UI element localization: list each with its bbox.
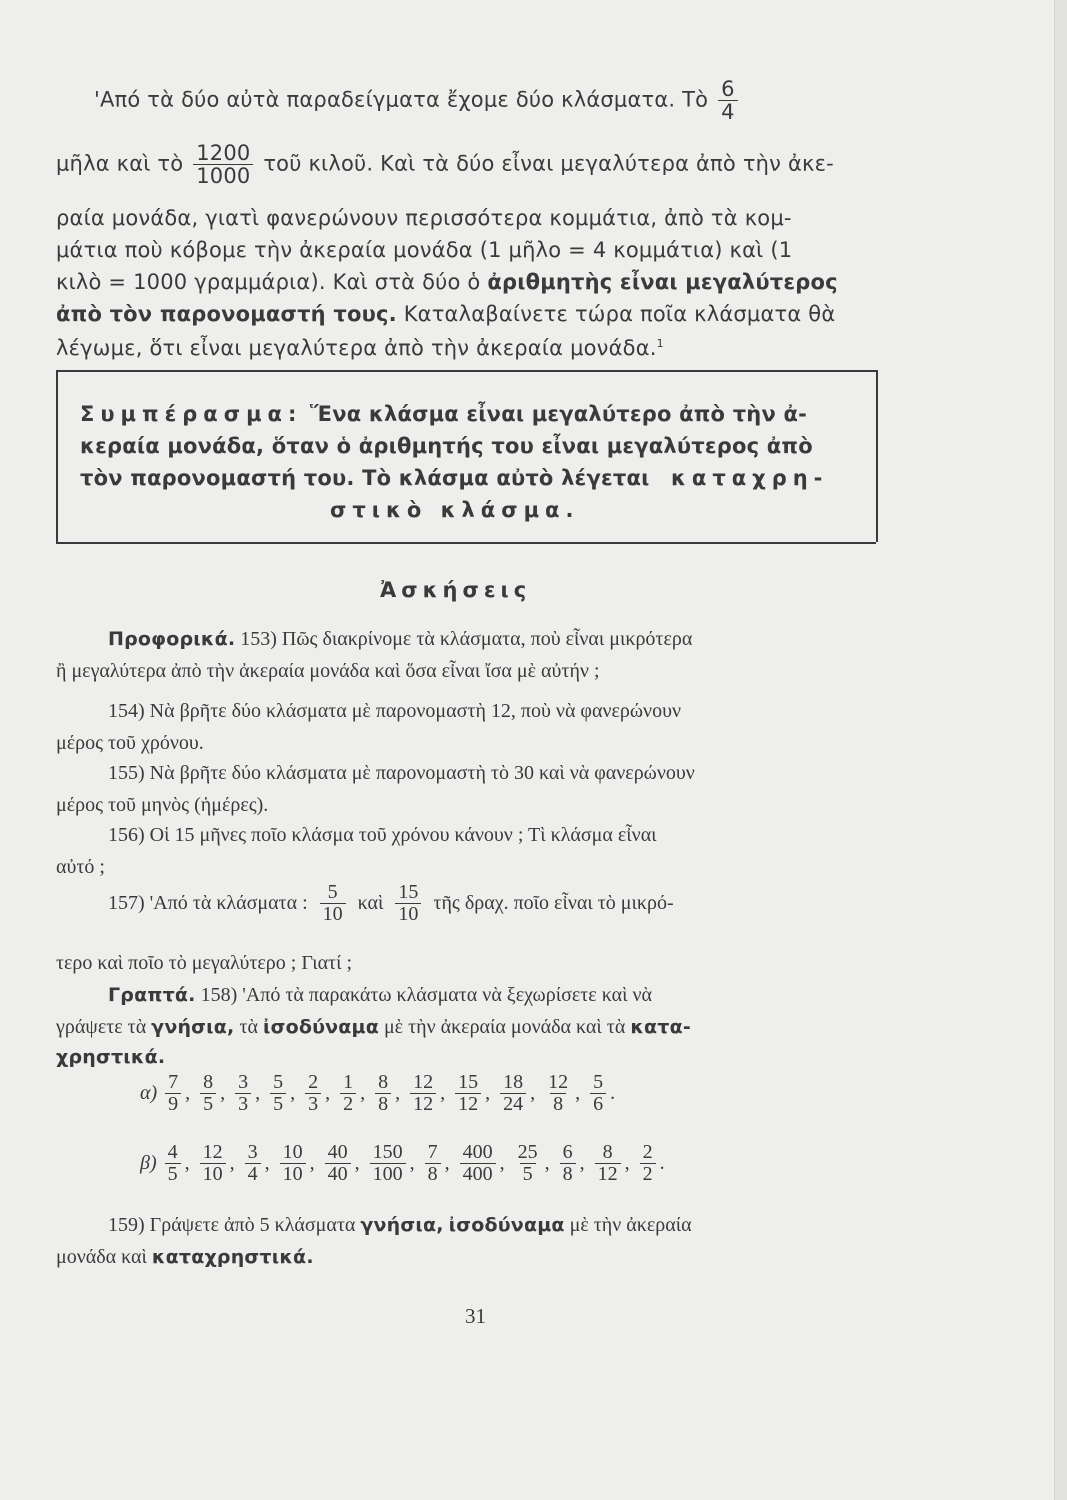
- para-line-6: [56, 302, 835, 326]
- separator: ,: [264, 1152, 270, 1174]
- fraction-denominator: 8: [375, 1093, 391, 1115]
- exercise-153-line-1: [108, 628, 692, 651]
- para-line-4: μάτια ποὺ κόβομε τὴν ἀκεραία μονάδα (1 μῆλο = 4 κομμάτια) καὶ (1: [56, 238, 793, 262]
- fraction: [560, 1142, 576, 1185]
- exercise-157-text-pre: 157) 'Από τὰ κλάσματα :: [108, 892, 308, 914]
- fraction-numerator: 5: [593, 1071, 604, 1093]
- fraction-numerator: 400: [462, 1141, 493, 1163]
- exercises-heading: Ἀσκήσεις: [380, 578, 532, 602]
- para-text-2a: μῆλα καὶ τὸ: [56, 151, 184, 176]
- fraction-denominator: 5: [200, 1093, 216, 1115]
- oral-label: Προφορικά.: [108, 628, 236, 650]
- conclusion-text-1: Ἕνα κλάσμα εἶναι μεγαλύτερο ἀπὸ τὴν ἀ-: [309, 402, 808, 426]
- exercise-159-line-1: [108, 1214, 692, 1237]
- separator: ,: [409, 1152, 415, 1174]
- exercise-156-line-1: 156) Οἱ 15 μῆνες ποῖο κλάσμα τοῦ χρόνου κάνουν ; Τὶ κλάσμα εἶναι: [108, 824, 657, 846]
- fraction: [370, 1142, 406, 1185]
- fraction: [165, 1142, 181, 1185]
- fraction: [500, 1072, 526, 1115]
- fraction-denominator: 8: [560, 1163, 576, 1185]
- separator: .: [659, 1152, 665, 1174]
- fraction-denominator: 5: [270, 1093, 286, 1115]
- fraction-row-a: [140, 1072, 621, 1115]
- exercise-159-text-1b: μὲ τὴν ἀκεραία: [569, 1214, 692, 1236]
- para-line-1: [94, 78, 741, 123]
- fraction-denominator: 4: [245, 1163, 261, 1185]
- fraction-denominator: 24: [500, 1093, 526, 1115]
- fraction-numerator: 10: [282, 1141, 303, 1163]
- fraction-15-10: $\frac{15}{10}$: [395, 882, 421, 925]
- separator: ,: [360, 1082, 366, 1104]
- written-label: Γραπτά.: [108, 984, 196, 1006]
- para-line-2: [56, 142, 834, 187]
- exercise-158-text-1: 158) 'Από τὰ παρακάτω κλάσματα νὰ ξεχωρίσετε καὶ νὰ: [200, 984, 652, 1006]
- fraction: [375, 1072, 391, 1115]
- exercise-154-line-2: μέρος τοῦ χρόνου.: [56, 732, 204, 754]
- word-equivalent: ἰσοδύναμα: [262, 1016, 379, 1038]
- separator: ,: [220, 1082, 226, 1104]
- fraction-1200-1000: $\frac{1200}{1000}$: [193, 142, 253, 187]
- fraction: [325, 1142, 351, 1185]
- separator: ,: [444, 1152, 450, 1174]
- exercise-158-text-2b: τὰ: [239, 1016, 258, 1038]
- fraction: [235, 1072, 251, 1115]
- conclusion-text-3b: καταχρη-: [670, 466, 829, 490]
- fraction-denominator: 2: [340, 1093, 356, 1115]
- page-edge: [1054, 0, 1067, 1500]
- fraction: [640, 1142, 656, 1185]
- word-proper-159: γνήσια,: [360, 1214, 444, 1236]
- separator: ,: [624, 1152, 630, 1174]
- fraction-denominator: 8: [550, 1093, 566, 1115]
- exercise-159-text-1a: 159) Γράψετε ἀπὸ 5 κλάσματα: [108, 1214, 356, 1236]
- separator: ,: [575, 1082, 581, 1104]
- separator: ,: [499, 1152, 505, 1174]
- fraction-denominator: 12: [455, 1093, 481, 1115]
- fraction-denominator: 8: [425, 1163, 441, 1185]
- separator: ,: [354, 1152, 360, 1174]
- fraction-denominator: 10: [200, 1163, 226, 1185]
- separator: .: [610, 1082, 616, 1104]
- fraction-5-10: $\frac{5}{10}$: [320, 882, 346, 925]
- word-improper-a: κατα-: [630, 1016, 691, 1038]
- para-text-6b: Καταλαβαίνετε τώρα ποῖα κλάσματα θὰ: [403, 302, 836, 326]
- conclusion-line-4: στικὸ κλάσμα.: [330, 498, 580, 522]
- fraction-numerator: 12: [413, 1071, 434, 1093]
- para-line-7: [56, 336, 664, 360]
- fraction: [455, 1072, 481, 1115]
- fraction-denominator: 100: [370, 1163, 406, 1185]
- conclusion-line-1: [80, 402, 807, 426]
- conclusion-box-bottom: [56, 542, 876, 544]
- fraction: [340, 1072, 356, 1115]
- fraction: [270, 1072, 286, 1115]
- conclusion-line-2: κεραία μονάδα, ὅταν ὁ ἀριθμητής του εἶναι μεγαλύτερος ἀπὸ: [80, 434, 813, 458]
- fraction: [200, 1142, 226, 1185]
- fraction: [200, 1072, 216, 1115]
- fraction-denominator: 2: [640, 1163, 656, 1185]
- fraction-numerator: 18: [503, 1071, 524, 1093]
- fraction: [165, 1072, 181, 1115]
- fraction-numerator: 2: [642, 1141, 653, 1163]
- separator: ,: [395, 1082, 401, 1104]
- exercise-157-text-post: τῆς δραχ. ποῖο εἶναι τὸ μικρό-: [433, 892, 674, 914]
- fraction-denominator: 6: [590, 1093, 606, 1115]
- fraction-numerator: 3: [247, 1141, 258, 1163]
- fraction-numerator: 2: [308, 1071, 319, 1093]
- word-improper-159: καταχρηστικά.: [151, 1246, 314, 1268]
- separator: ,: [440, 1082, 446, 1104]
- para-line-5: [56, 270, 838, 294]
- word-equivalent-159: ἰσοδύναμα: [448, 1214, 565, 1236]
- exercise-157-line-1: [108, 882, 674, 925]
- fraction-denominator: 9: [165, 1093, 181, 1115]
- fraction-numerator: 7: [168, 1071, 179, 1093]
- fraction-denominator: 12: [595, 1163, 621, 1185]
- exercise-158-line-2: [56, 1016, 691, 1039]
- para-text-1: 'Από τὰ δύο αὐτὰ παραδείγματα ἔχομε δύο κλάσματα. Τὸ: [94, 87, 709, 112]
- exercise-157-line-2: τερο καὶ ποῖο τὸ μεγαλύτερο ; Γιατί ;: [56, 952, 353, 974]
- para-text-5b: ἀριθμητὴς εἶναι μεγαλύτερος: [487, 270, 838, 294]
- page-number: 31: [465, 1304, 486, 1328]
- separator: ,: [544, 1152, 550, 1174]
- fraction-numerator: 15: [458, 1071, 479, 1093]
- exercise-158-text-2a: γράψετε τὰ: [56, 1016, 147, 1038]
- separator: ,: [530, 1082, 536, 1104]
- separator: ,: [229, 1152, 235, 1174]
- fraction: [425, 1142, 441, 1185]
- separator: ,: [290, 1082, 296, 1104]
- conclusion-label: Συμπέρασμα:: [80, 402, 303, 426]
- fraction-numerator: 6: [562, 1141, 573, 1163]
- exercise-155-line-1: 155) Νὰ βρῆτε δύο κλάσματα μὲ παρονομαστὴ τὸ 30 καὶ νὰ φανερώνουν: [108, 762, 695, 784]
- exercise-159-text-2a: μονάδα καὶ: [56, 1246, 147, 1268]
- fraction-row-b: [140, 1142, 671, 1185]
- exercise-158-line-1: [108, 984, 652, 1007]
- row-b-label: β): [140, 1152, 157, 1174]
- para-line-3: ραία μονάδα, γιατὶ φανερώνουν περισσότερα κομμάτια, ἀπὸ τὰ κομ-: [56, 206, 792, 230]
- exercise-157-and: καὶ: [357, 892, 384, 914]
- fraction-6-4: $\frac{6}{4}$: [718, 78, 738, 123]
- para-text-5a: κιλὸ = 1000 γραμμάρια). Καὶ στὰ δύο ὁ: [56, 270, 481, 294]
- footnote-mark: 1: [656, 337, 664, 350]
- fraction-denominator: 3: [305, 1093, 321, 1115]
- word-proper: γνήσια,: [151, 1016, 235, 1038]
- separator: ,: [309, 1152, 315, 1174]
- separator: ,: [185, 1082, 191, 1104]
- fraction-numerator: 25: [517, 1141, 538, 1163]
- fraction-numerator: 12: [548, 1071, 569, 1093]
- fraction-denominator: 40: [325, 1163, 351, 1185]
- exercise-159-line-2: [56, 1246, 314, 1269]
- exercise-158-text-2c: μὲ τὴν ἀκεραία μονάδα καὶ τὰ: [383, 1016, 626, 1038]
- fraction: [595, 1142, 621, 1185]
- exercise-155-line-2: μέρος τοῦ μηνὸς (ἡμέρες).: [56, 794, 269, 816]
- separator: ,: [579, 1152, 585, 1174]
- separator: ,: [325, 1082, 331, 1104]
- separator: ,: [485, 1082, 491, 1104]
- fraction-denominator: 400: [460, 1163, 496, 1185]
- fraction-numerator: 150: [372, 1141, 403, 1163]
- fraction-numerator: 40: [327, 1141, 348, 1163]
- exercise-153-line-2: ἢ μεγαλύτερα ἀπὸ τὴν ἀκεραία μονάδα καὶ ὅσα εἶναι ἴσα μὲ αὐτήν ;: [56, 660, 600, 682]
- fraction-numerator: 4: [167, 1141, 178, 1163]
- fraction-numerator: 1: [343, 1071, 354, 1093]
- fraction-numerator: 3: [238, 1071, 249, 1093]
- exercise-158-line-3: χρηστικά.: [56, 1046, 166, 1068]
- separator: ,: [255, 1082, 261, 1104]
- fraction: [305, 1072, 321, 1115]
- fraction: [590, 1072, 606, 1115]
- fraction: [280, 1142, 306, 1185]
- conclusion-line-3: [80, 466, 828, 490]
- fraction: [515, 1142, 541, 1185]
- fraction-numerator: 12: [202, 1141, 223, 1163]
- exercise-156-line-2: αὐτό ;: [56, 856, 105, 878]
- fraction: [460, 1142, 496, 1185]
- fraction-numerator: 8: [378, 1071, 389, 1093]
- fraction-denominator: 3: [235, 1093, 251, 1115]
- exercise-153-text-1: 153) Πῶς διακρίνομε τὰ κλάσματα, ποὺ εἶναι μικρότερα: [240, 628, 693, 650]
- fraction-numerator: 5: [273, 1071, 284, 1093]
- para-text-7: λέγωμε, ὅτι εἶναι μεγαλύτερα ἀπὸ τὴν ἀκεραία μονάδα.: [56, 336, 657, 360]
- row-a-label: α): [140, 1082, 158, 1104]
- para-text-6a: ἀπὸ τὸν παρονομαστή τους.: [56, 302, 397, 326]
- fraction: [545, 1072, 571, 1115]
- fraction: [245, 1142, 261, 1185]
- fraction-denominator: 12: [410, 1093, 436, 1115]
- fraction: [410, 1072, 436, 1115]
- fraction-numerator: 7: [427, 1141, 438, 1163]
- exercise-154-line-1: 154) Νὰ βρῆτε δύο κλάσματα μὲ παρονομαστὴ 12, ποὺ νὰ φανερώνουν: [108, 700, 682, 722]
- fraction-denominator: 5: [165, 1163, 181, 1185]
- fraction-denominator: 10: [280, 1163, 306, 1185]
- fraction-numerator: 8: [602, 1141, 613, 1163]
- fraction-numerator: 8: [203, 1071, 214, 1093]
- separator: ,: [184, 1152, 190, 1174]
- para-text-2b: τοῦ κιλοῦ. Καὶ τὰ δύο εἶναι μεγαλύτερα ἀπὸ τὴν ἀκε-: [263, 151, 834, 176]
- conclusion-text-3a: τὸν παρονομαστή του. Τὸ κλάσμα αὐτὸ λέγεται: [80, 466, 650, 490]
- fraction-denominator: 5: [520, 1163, 536, 1185]
